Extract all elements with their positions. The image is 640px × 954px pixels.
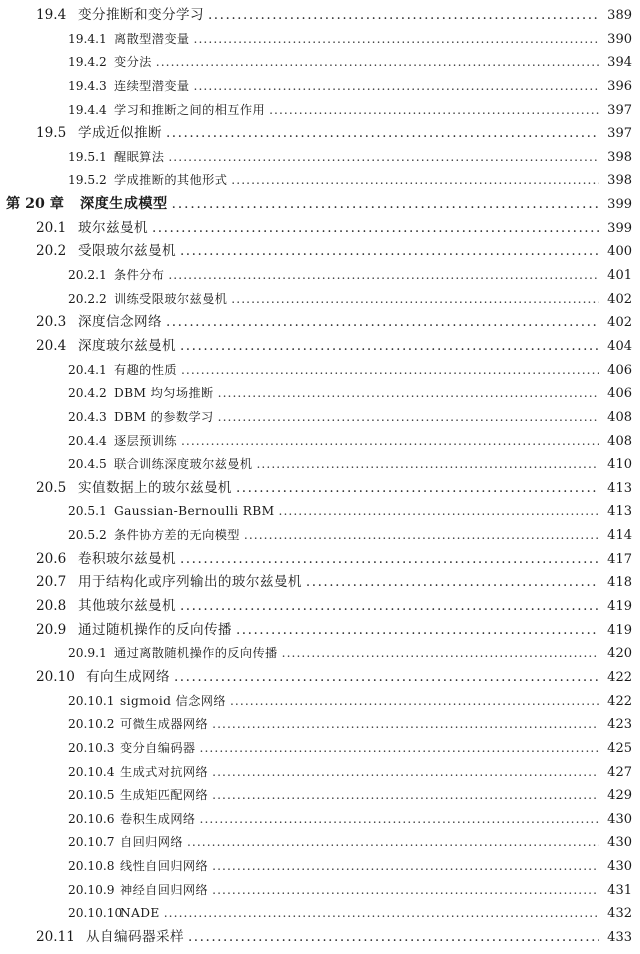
toc-entry-number: 20.11 [36, 928, 75, 945]
toc-entry-number: 20.3 [36, 314, 67, 331]
toc-entry-title: 从自编码器采样 [86, 928, 184, 945]
toc-entry-title: 神经自回归网络 [120, 882, 209, 897]
toc-dot-leader [168, 264, 599, 288]
toc-subsection-row[interactable] [0, 288, 640, 312]
toc-subsection-row[interactable] [0, 690, 640, 714]
toc-page-number: 429 [607, 788, 632, 804]
toc-page-number: 410 [607, 457, 632, 473]
toc-entry-title: 学成推断的其他形式 [114, 173, 228, 188]
toc-subsection-row[interactable] [0, 146, 640, 170]
toc-subsection-row[interactable] [0, 713, 640, 737]
toc-dot-leader [174, 666, 599, 690]
toc-entry-title: 通过离散随机操作的反向传播 [114, 646, 278, 661]
toc-entry-number: 19.4 [36, 7, 67, 23]
toc-dot-leader [212, 879, 599, 903]
toc-dot-leader [180, 240, 599, 264]
toc-dot-leader [230, 690, 599, 714]
toc-page-number: 422 [607, 693, 632, 709]
toc-entry-title: 变分法 [114, 55, 152, 70]
toc-entry-number: 20.4.2 [68, 386, 107, 401]
toc-chapter-row[interactable] [0, 193, 640, 217]
toc-subsection-row[interactable] [0, 879, 640, 903]
toc-entry-number: 19.5.1 [68, 149, 107, 164]
toc-entry-title: 玻尔兹曼机 [78, 219, 148, 236]
toc-page-number: 408 [607, 433, 632, 449]
toc-page-number: 404 [607, 338, 632, 354]
toc-entry-title: 其他玻尔兹曼机 [78, 598, 176, 615]
toc-page-number: 399 [607, 220, 632, 236]
toc-entry-title: 学习和推断之间的相互作用 [114, 102, 266, 117]
toc-dot-leader [194, 75, 599, 99]
toc-entry-title: 变分推断和变分学习 [78, 7, 204, 23]
toc-dot-leader [166, 122, 599, 146]
toc-entry-title: 变分自编码器 [120, 740, 196, 755]
toc-page-number: 422 [607, 669, 632, 685]
toc-dot-leader [180, 335, 599, 359]
toc-dot-leader [180, 595, 599, 619]
toc-entry-title: 深度信念网络 [78, 314, 162, 331]
toc-page-number: 427 [607, 764, 632, 780]
toc-dot-leader [231, 169, 599, 193]
toc-entry-title: 训练受限玻尔兹曼机 [114, 291, 228, 306]
toc-entry-number: 20.9.1 [68, 646, 107, 661]
toc-section-row[interactable] [0, 477, 640, 501]
toc-entry-number: 20.5.1 [68, 504, 107, 519]
toc-entry-number: 19.5.2 [68, 173, 107, 188]
toc-page-number: 432 [607, 906, 632, 922]
toc-subsection-row[interactable] [0, 75, 640, 99]
toc-page-number: 419 [607, 622, 632, 638]
toc-page-number: 433 [607, 929, 632, 945]
toc-page-number: 430 [607, 859, 632, 875]
toc-subsection-row[interactable] [0, 430, 640, 454]
toc-dot-leader [152, 217, 599, 241]
toc-entry-number: 20.10.6 [68, 811, 115, 826]
toc-page-number: 402 [607, 315, 632, 331]
toc-entry-number: 20.2.2 [68, 291, 107, 306]
toc-page-number: 390 [607, 31, 632, 47]
toc-dot-leader [187, 831, 599, 855]
toc-page-number: 394 [607, 55, 632, 71]
toc-subsection-row[interactable] [0, 831, 640, 855]
toc-page-number: 430 [607, 835, 632, 851]
toc-section-row[interactable] [0, 571, 640, 595]
toc-entry-title: 受限玻尔兹曼机 [78, 243, 176, 260]
toc-entry-title: 条件分布 [114, 268, 165, 283]
toc-entry-number: 20.2.1 [68, 268, 107, 283]
toc-dot-leader [212, 784, 599, 808]
toc-entry-number: 19.4.2 [68, 55, 107, 70]
toc-entry-title: 有向生成网络 [86, 668, 170, 685]
toc-subsection-row[interactable] [0, 453, 640, 477]
toc-page-number: 398 [607, 149, 632, 165]
toc-dot-leader [181, 430, 599, 454]
toc-subsection-row[interactable] [0, 169, 640, 193]
toc-dot-leader [236, 477, 599, 501]
toc-entry-title: DBM 的参数学习 [114, 409, 214, 424]
toc-subsection-row[interactable] [0, 524, 640, 548]
toc-entry-title: 生成式对抗网络 [120, 764, 209, 779]
toc-dot-leader [156, 51, 599, 75]
toc-section-row[interactable] [0, 4, 640, 28]
toc-entry-title: 用于结构化或序列输出的玻尔兹曼机 [78, 574, 302, 591]
toc-page-number: 408 [607, 409, 632, 425]
toc-dot-leader [194, 28, 599, 52]
toc-dot-leader [218, 406, 599, 430]
toc-page-number: 396 [607, 78, 632, 94]
toc-subsection-row[interactable] [0, 99, 640, 123]
toc-subsection-row[interactable] [0, 51, 640, 75]
toc-entry-number: 20.4 [36, 337, 67, 354]
toc-page-number: 399 [607, 197, 632, 213]
toc-section-row[interactable] [0, 335, 640, 359]
toc-page-number: 423 [607, 717, 632, 733]
toc-subsection-row[interactable] [0, 737, 640, 761]
toc-page-number: 397 [607, 126, 632, 142]
toc-entry-title: sigmoid 信念网络 [120, 693, 226, 708]
toc-entry-number: 20.6 [36, 550, 67, 567]
toc-entry-title: 有趣的性质 [114, 362, 177, 377]
toc-entry-title: 条件协方差的无向模型 [114, 528, 240, 543]
toc-entry-number: 20.4.1 [68, 362, 107, 377]
toc-subsection-row[interactable] [0, 28, 640, 52]
toc-dot-leader [188, 926, 599, 950]
toc-entry-number: 20.10.10 [68, 906, 123, 921]
toc-page-number: 430 [607, 811, 632, 827]
toc-dot-leader [212, 713, 599, 737]
toc-entry-title: 联合训练深度玻尔兹曼机 [114, 457, 253, 472]
toc-dot-leader [168, 146, 599, 170]
toc-section-row[interactable] [0, 217, 640, 241]
toc-dot-leader [236, 619, 599, 643]
toc-page-number: 389 [607, 8, 632, 23]
toc-dot-leader [306, 571, 599, 595]
toc-page-number: 419 [607, 599, 632, 615]
toc-section-row[interactable] [0, 122, 640, 146]
toc-subsection-row[interactable] [0, 359, 640, 383]
toc-subsection-row[interactable] [0, 902, 640, 926]
toc-section-row[interactable] [0, 240, 640, 264]
toc-page-number: 398 [607, 173, 632, 189]
toc-entry-number: 20.5.2 [68, 528, 107, 543]
toc-entry-title: 通过随机操作的反向传播 [78, 621, 232, 638]
toc-subsection-row[interactable] [0, 500, 640, 524]
toc-entry-number: 19.4.4 [68, 102, 107, 117]
toc-entry-number: 20.10.7 [68, 835, 115, 850]
toc-entry-number: 20.10.4 [68, 764, 115, 779]
toc-page-number: 417 [607, 551, 632, 567]
toc-dot-leader [256, 453, 599, 477]
toc-page-number: 414 [607, 528, 632, 544]
toc-entry-title: 自回归网络 [120, 835, 183, 850]
toc-section-row[interactable] [0, 666, 640, 690]
toc-entry-title: Gaussian-Bernoulli RBM [114, 504, 275, 519]
toc-entry-title: 卷积生成网络 [120, 811, 196, 826]
toc-section-row[interactable] [0, 926, 640, 950]
toc-dot-leader [208, 4, 599, 28]
toc-entry-title: DBM 均匀场推断 [114, 386, 214, 401]
toc-dot-leader [269, 99, 599, 123]
toc-entry-number: 20.7 [36, 574, 67, 591]
toc-entry-title: 深度生成模型 [80, 196, 168, 213]
toc-entry-number: 19.5 [36, 125, 67, 142]
toc-entry-number: 20.4.3 [68, 409, 107, 424]
toc-dot-leader [200, 737, 599, 761]
toc-page-number: 425 [607, 740, 632, 756]
toc-dot-leader [164, 902, 599, 926]
toc-entry-number: 20.10.9 [68, 882, 115, 897]
toc-entry-title: 实值数据上的玻尔兹曼机 [78, 479, 232, 496]
toc-page-number: 431 [607, 882, 632, 898]
toc-entry-title: 线性自回归网络 [120, 859, 209, 874]
toc-page-number: 406 [607, 386, 632, 402]
toc-section-row[interactable] [0, 311, 640, 335]
toc-entry-number: 20.4.4 [68, 433, 107, 448]
toc-dot-leader [180, 548, 599, 572]
toc-entry-number: 20.10.1 [68, 693, 115, 708]
toc-entry-number: 20.10.8 [68, 859, 115, 874]
toc-page-number: 402 [607, 291, 632, 307]
toc-entry-title: 深度玻尔兹曼机 [78, 337, 176, 354]
toc-entry-title: 醒眠算法 [114, 149, 165, 164]
toc-subsection-row[interactable] [0, 642, 640, 666]
toc-dot-leader [200, 808, 599, 832]
toc-dot-leader [212, 761, 599, 785]
toc-page-number: 401 [607, 268, 632, 284]
toc-section-row[interactable] [0, 595, 640, 619]
toc-dot-leader [218, 382, 599, 406]
toc-dot-leader [212, 855, 599, 879]
toc-page-number: 397 [607, 102, 632, 118]
toc-dot-leader [172, 193, 599, 217]
toc-page-number: 400 [607, 244, 632, 260]
toc-entry-title: 学成近似推断 [78, 125, 162, 142]
toc-entry-title: 生成矩匹配网络 [120, 788, 209, 803]
toc-subsection-row[interactable] [0, 855, 640, 879]
toc-subsection-row[interactable] [0, 264, 640, 288]
toc-section-row[interactable] [0, 619, 640, 643]
toc-entry-title: 逐层预训练 [114, 433, 177, 448]
toc-entry-number: 20.5 [36, 479, 67, 496]
table-of-contents [0, 4, 640, 950]
toc-page-number: 413 [607, 480, 632, 496]
toc-page-number: 420 [607, 646, 632, 662]
toc-entry-number: 第 20 章 [6, 196, 64, 213]
toc-entry-number: 20.8 [36, 598, 67, 615]
toc-page-number: 413 [607, 504, 632, 520]
toc-dot-leader [244, 524, 599, 548]
toc-subsection-row[interactable] [0, 406, 640, 430]
toc-entry-number: 20.10.2 [68, 717, 115, 732]
toc-entry-title: 离散型潜变量 [114, 31, 190, 46]
toc-entry-number: 20.1 [36, 219, 67, 236]
toc-dot-leader [166, 311, 599, 335]
toc-section-row[interactable] [0, 548, 640, 572]
toc-entry-title: NADE [120, 906, 160, 921]
toc-page-number: 406 [607, 362, 632, 378]
toc-entry-number: 19.4.3 [68, 78, 107, 93]
toc-dot-leader [282, 642, 599, 666]
toc-subsection-row[interactable] [0, 784, 640, 808]
toc-entry-number: 20.10.3 [68, 740, 115, 755]
toc-dot-leader [181, 359, 599, 383]
toc-subsection-row[interactable] [0, 382, 640, 406]
toc-entry-number: 20.10.5 [68, 788, 115, 803]
toc-entry-number: 20.9 [36, 621, 67, 638]
toc-entry-number: 19.4.1 [68, 31, 107, 46]
toc-entry-title: 可微生成器网络 [120, 717, 209, 732]
toc-entry-number: 20.4.5 [68, 457, 107, 472]
toc-entry-title: 连续型潜变量 [114, 78, 190, 93]
toc-entry-number: 20.2 [36, 243, 67, 260]
toc-entry-title: 卷积玻尔兹曼机 [78, 550, 176, 567]
toc-page-number: 418 [607, 575, 632, 591]
toc-dot-leader [231, 288, 599, 312]
toc-subsection-row[interactable] [0, 808, 640, 832]
toc-entry-number: 20.10 [36, 668, 75, 685]
toc-subsection-row[interactable] [0, 761, 640, 785]
toc-dot-leader [279, 500, 599, 524]
